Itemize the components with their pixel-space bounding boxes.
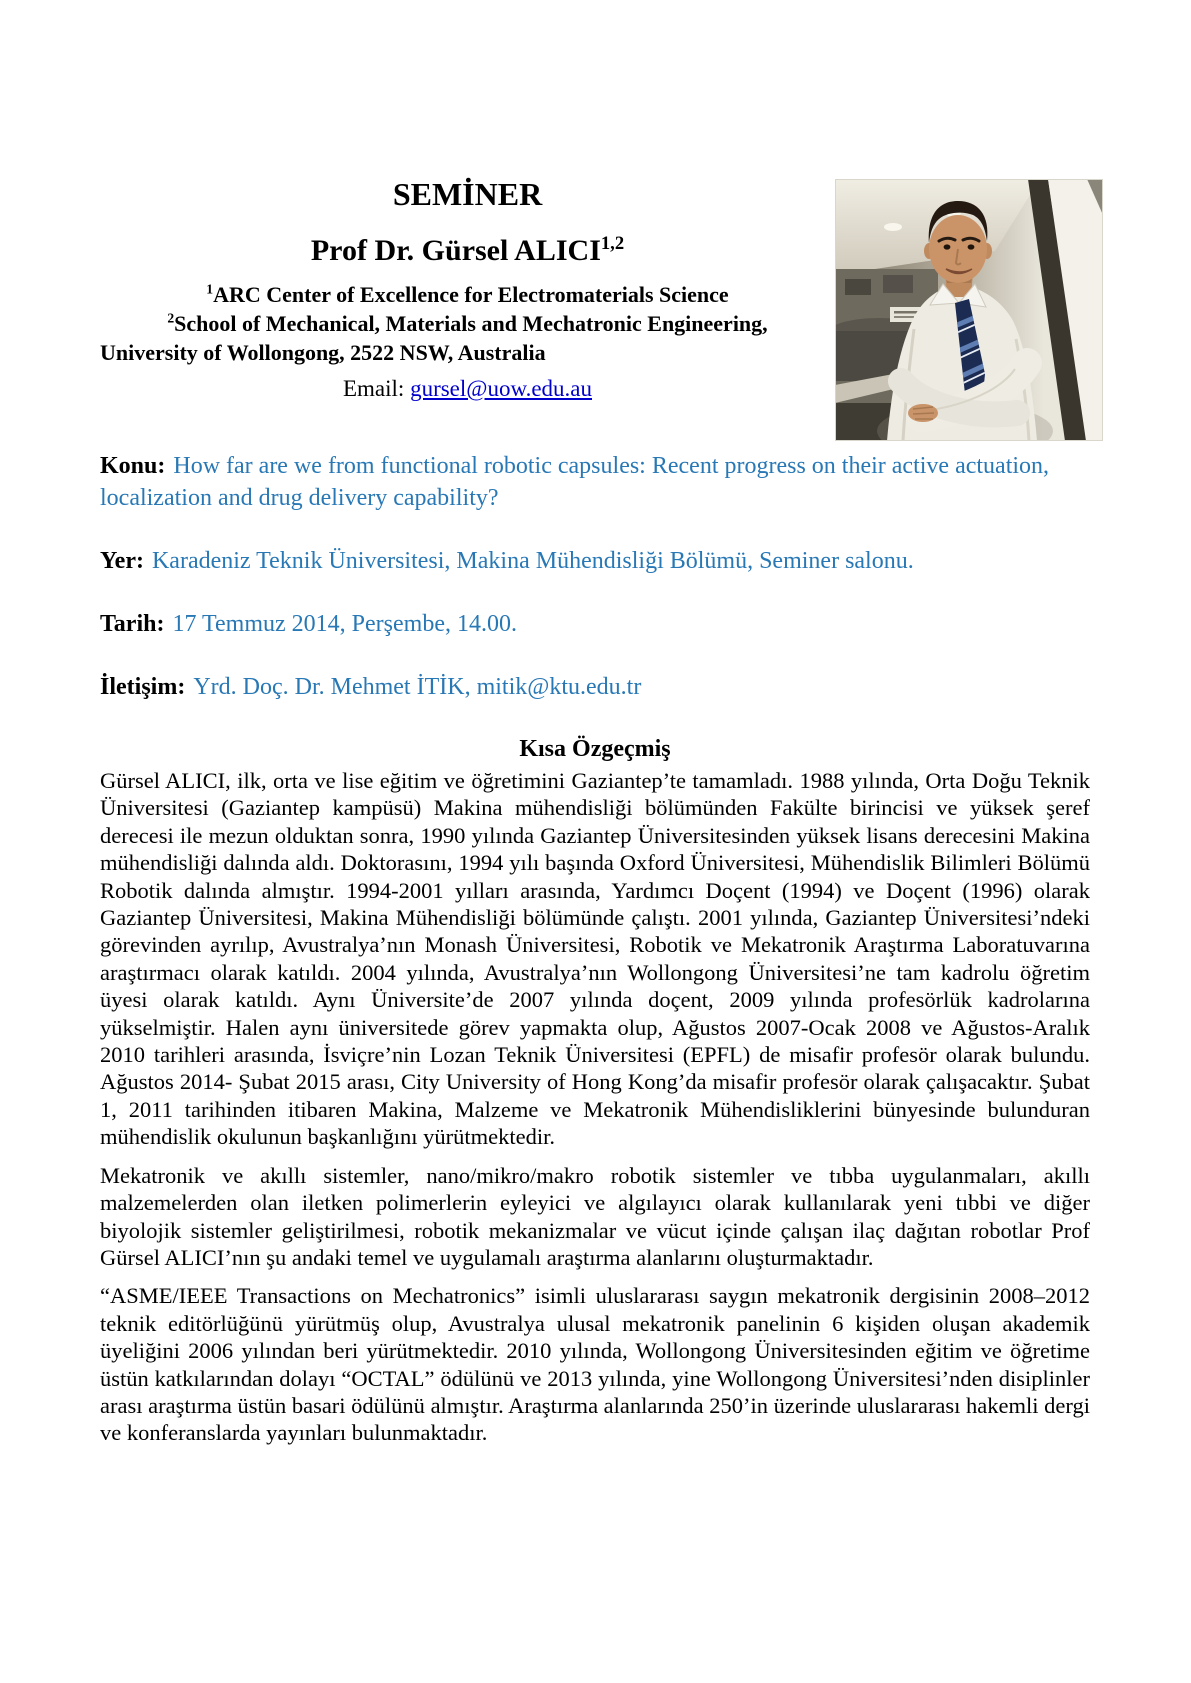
email-label: Email: — [342, 376, 405, 401]
bio-paragraph-2: Mekatronik ve akıllı sistemler, nano/mikro/makro robotik sistemler ve tıbba uygulanmaları, akıllı malzemelerden olan iletken polimerlerin eyleyici ve algılayıcı olarak kullanılarak yeni tıbbi ve diğer biyolojik sistemler geliştirilmesi, robotik mekanizmalar ve vücut içinde çalışan ilaç dağıtan robotlar Prof Gürsel ALICI’nın şu andaki temel ve uygulamalı araştırma alanlarını oluşturmaktadır. — [100, 1162, 1090, 1270]
detail-date — [100, 608, 1090, 640]
place-label: Yer: — [100, 548, 144, 574]
page-title: SEMİNER — [392, 176, 543, 212]
seminar-details — [100, 450, 1090, 703]
email-link[interactable]: gursel@uow.edu.au — [410, 376, 592, 401]
contact-label: İletişim: — [100, 674, 186, 700]
detail-place — [100, 545, 1090, 577]
topic-value: How far are we from functional robotic capsules: Recent progress on their active actuation, localization and drug delivery capability? — [100, 453, 1050, 511]
affiliation-line-1 — [100, 280, 835, 309]
speaker-name — [100, 234, 835, 268]
bio-heading: Kısa Özgeçmiş — [519, 736, 671, 762]
speaker-affiliation-superscript: 1,2 — [600, 233, 625, 254]
affiliation-1-text: ARC Center of Excellence for Electromaterials Science — [213, 282, 729, 307]
affiliation-line-3: University of Wollongong, 2522 NSW, Australia — [100, 340, 546, 365]
affiliation-1-superscript: 1 — [206, 281, 214, 297]
header-text-column — [100, 176, 835, 403]
contact-value: Yrd. Doç. Dr. Mehmet İTİK, mitik@ktu.edu.tr — [193, 674, 642, 700]
date-label: Tarih: — [100, 611, 165, 637]
bio-paragraph-1: Gürsel ALICI, ilk, orta ve lise eğitim ve öğretimini Gaziantep’te tamamladı. 1988 yılında, Orta Doğu Teknik Üniversitesi (Gaziantep kampüsü) Makina mühendisliği bölümünden Fakülte birincisi ve yüksek şeref derecesi ile mezun olduktan sonra, 1990 yılında Gaziantep Üniversitesinden yüksek lisans derecesini Makina mühendisliği dalında aldı. Doktorasını, 1994 yılı başında Oxford Üniversitesi, Mühendislik Bilimleri Bölümü Robotik dalında almıştır. 1994-2001 yılları arasında, Yardımcı Doçent (1994) ve Doçent (1996) olarak Gaziantep Üniversitesi, Makina Mühendisliği bölümünde çalıştı. 2001 yılında, Gaziantep Üniversitesi’ndeki görevinden ayrılıp, Avustralya’nın Monash Üniversitesi, Robotik ve Mekatronik Araştırma Laboratuvarına araştırmacı olarak katıldı. 2004 yılında, Avustralya’nın Wollongong Üniversitesi’ne tam kadrolu öğretim üyesi olarak katıldı. Aynı Üniversite’de 2007 yılında doçent, 2009 yılında profesörlük kadrolarına yükselmiştir. Halen aynı üniversitede görev yapmakta olup, Ağustos 2007-Ocak 2008 ve Ağustos-Aralık 2010 tarihleri arasında, İsviçre’nin Lozan Teknik Üniversitesi (EPFL) de misafir profesör olarak bulundu. Ağustos 2014- Şubat 2015 arası, City University of Hong Kong’da misafir profesör olarak çalışacaktır. Şubat 1, 2011 tarihinden itibaren Makina, Malzeme ve Mekatronik Mühendisliklerini bünyesinde bulunduran mühendislik okulunun başkanlığını yürütmektedir. — [100, 768, 1090, 1150]
speaker-portrait-illustration — [835, 179, 1103, 441]
speaker-photo — [835, 179, 1103, 441]
speaker-name-text: Prof Dr. Gürsel ALICI — [310, 234, 601, 267]
header-section — [100, 176, 1103, 441]
biography-section — [100, 734, 1090, 1447]
affiliation-2-text: School of Mechanical, Materials and Mechatronic Engineering, — [174, 311, 768, 336]
date-value: 17 Temmuz 2014, Perşembe, 14.00. — [172, 611, 517, 637]
detail-topic — [100, 450, 1090, 514]
email-line — [100, 374, 835, 403]
bio-paragraph-3: “ASME/IEEE Transactions on Mechatronics” isimli uluslararası saygın mekatronik dergisinin 2008–2012 teknik editörlüğünü yürütmüş olup, Avustralya ulusal mekatronik panelinin 6 kişiden oluşan akademik üyeliğini 2006 yılından beri yürütmektedir. 2010 yılında, Wollongong Üniversitesinden eğitim ve öğretime üstün katkılarından dolayı “OCTAL” ödülünü ve 2013 yılında, yine Wollongong Üniversitesi’nden disiplinler arası araştırma üstün basari ödülünü almıştır. Araştırma alanlarında 250’in üzerinde uluslararası hakemli dergi ve konferanslarda yayınları bulunmaktadır. — [100, 1283, 1090, 1446]
place-value: Karadeniz Teknik Üniversitesi, Makina Mühendisliği Bölümü, Seminer salonu. — [151, 548, 914, 574]
detail-contact — [100, 671, 1090, 703]
topic-label: Konu: — [100, 453, 166, 479]
affiliation-2-superscript: 2 — [167, 310, 175, 326]
affiliation-line-2 — [100, 309, 835, 338]
